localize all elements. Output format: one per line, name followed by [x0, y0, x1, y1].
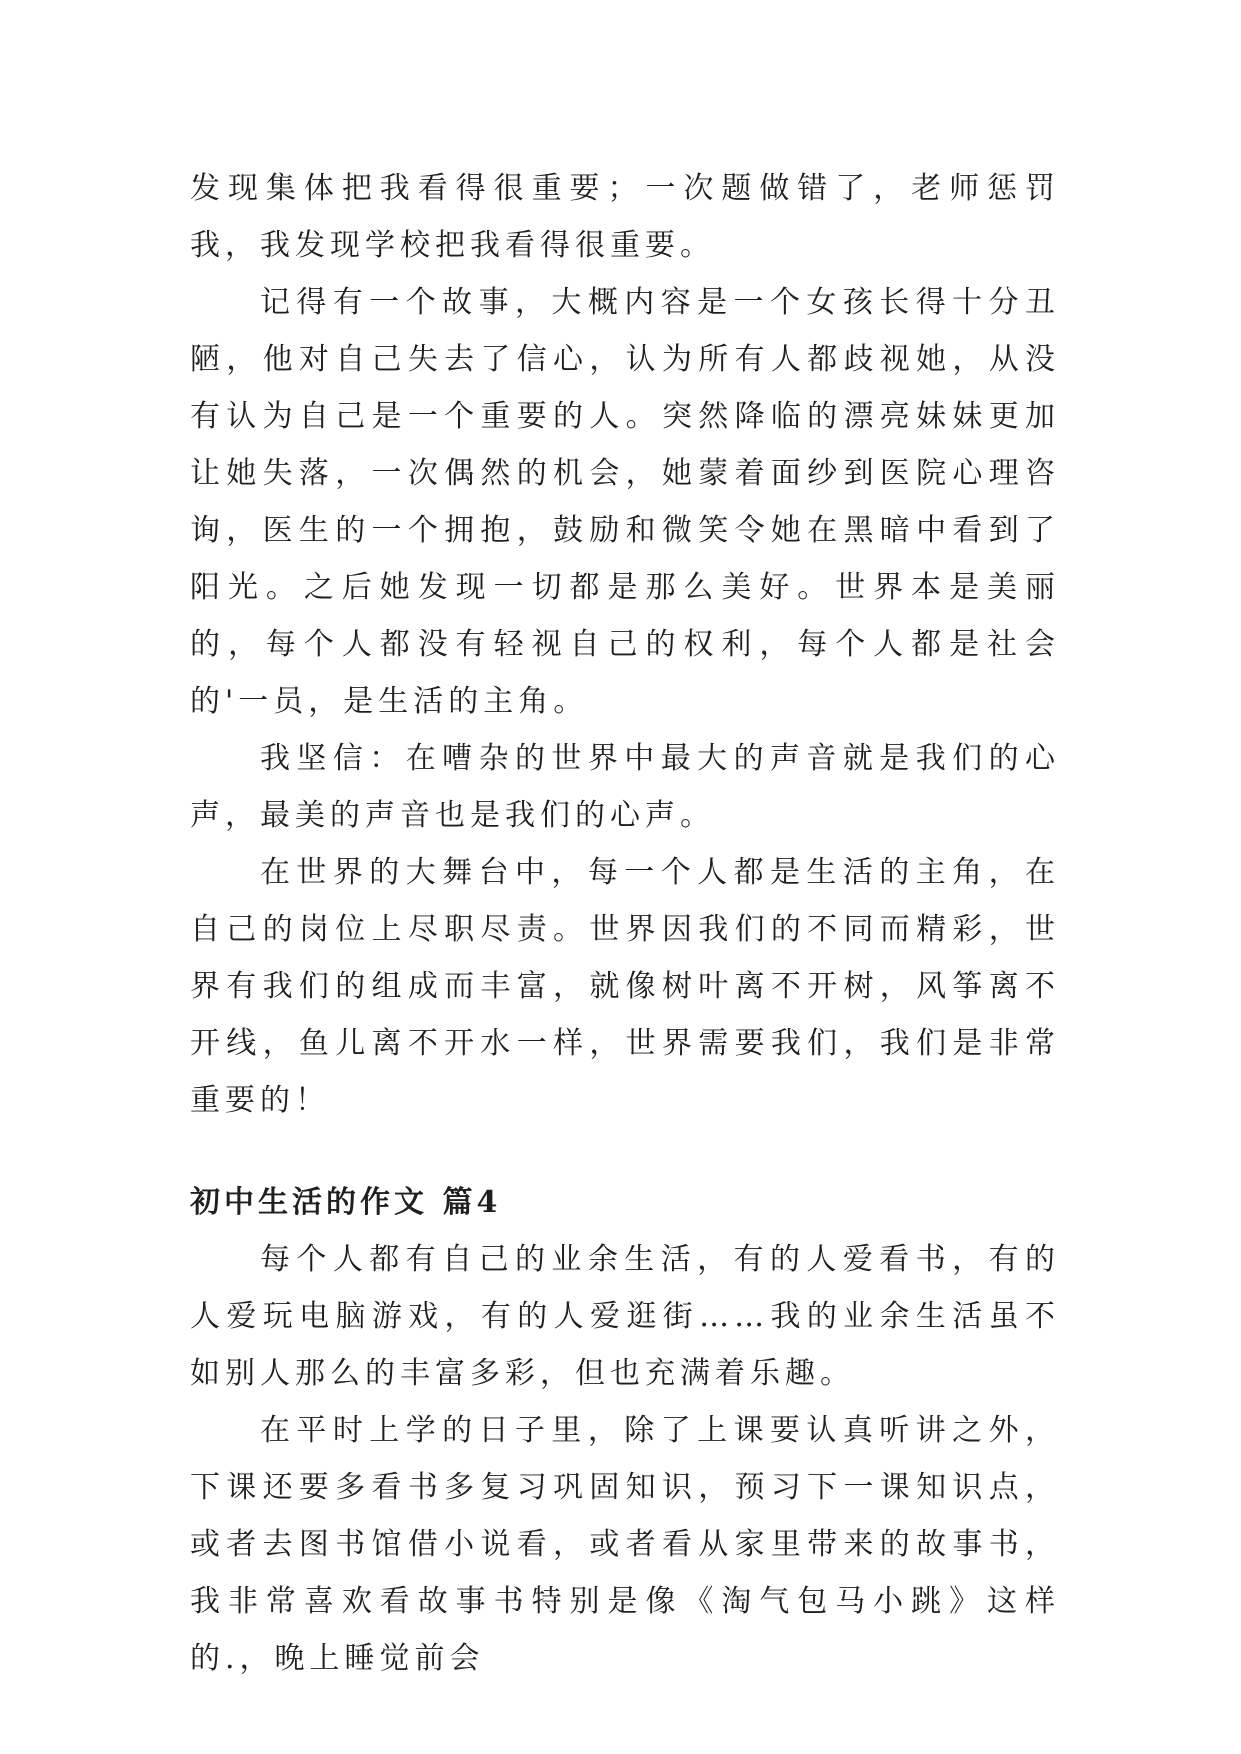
document-body [190, 160, 1060, 1687]
paragraph-belief: 我坚信：在嘈杂的世界中最大的声音就是我们的心声，最美的声音也是我们的心声。 [190, 741, 1060, 833]
paragraph-school-days: 在平时上学的日子里，除了上课要认真听讲之外，下课还要多看书多复习巩固知识，预习下一课知识点，或者去图书馆借小说看，或者看从家里带来的故事书，我非常喜欢看故事书特别是像《淘气包马小跳》这样的.，晚上睡觉前会 [190, 1413, 1060, 1676]
paragraph-leisure-life: 每个人都有自己的业余生活，有的人爱看书，有的人爱玩电脑游戏，有的人爱逛街……我的业余生活虽不如别人那么的丰富多彩，但也充满着乐趣。 [190, 1242, 1060, 1391]
paragraph-world-stage: 在世界的大舞台中，每一个人都是生活的主角，在自己的岗位上尽职尽责。世界因我们的不同而精彩，世界有我们的组成而丰富，就像树叶离不开树，风筝离不开线，鱼儿离不开水一样，世界需要我们，我们是非常重要的！ [190, 855, 1060, 1118]
paragraph-continuation: 发现集体把我看得很重要；一次题做错了，老师惩罚我，我发现学校把我看得很重要。 [190, 171, 1060, 263]
paragraph-story: 记得有一个故事，大概内容是一个女孩长得十分丑陋，他对自己失去了信心，认为所有人都歧视她，从没有认为自己是一个重要的人。突然降临的漂亮妹妹更加让她失落，一次偶然的机会，她蒙着面纱到医院心理咨询，医生的一个拥抱，鼓励和微笑令她在黑暗中看到了阳光。之后她发现一切都是那么美好。世界本是美丽的，每个人都没有轻视自己的权利，每个人都是社会的'一员，是生活的主角。 [190, 285, 1060, 719]
section-heading: 初中生活的作文 篇4 [190, 1185, 502, 1220]
